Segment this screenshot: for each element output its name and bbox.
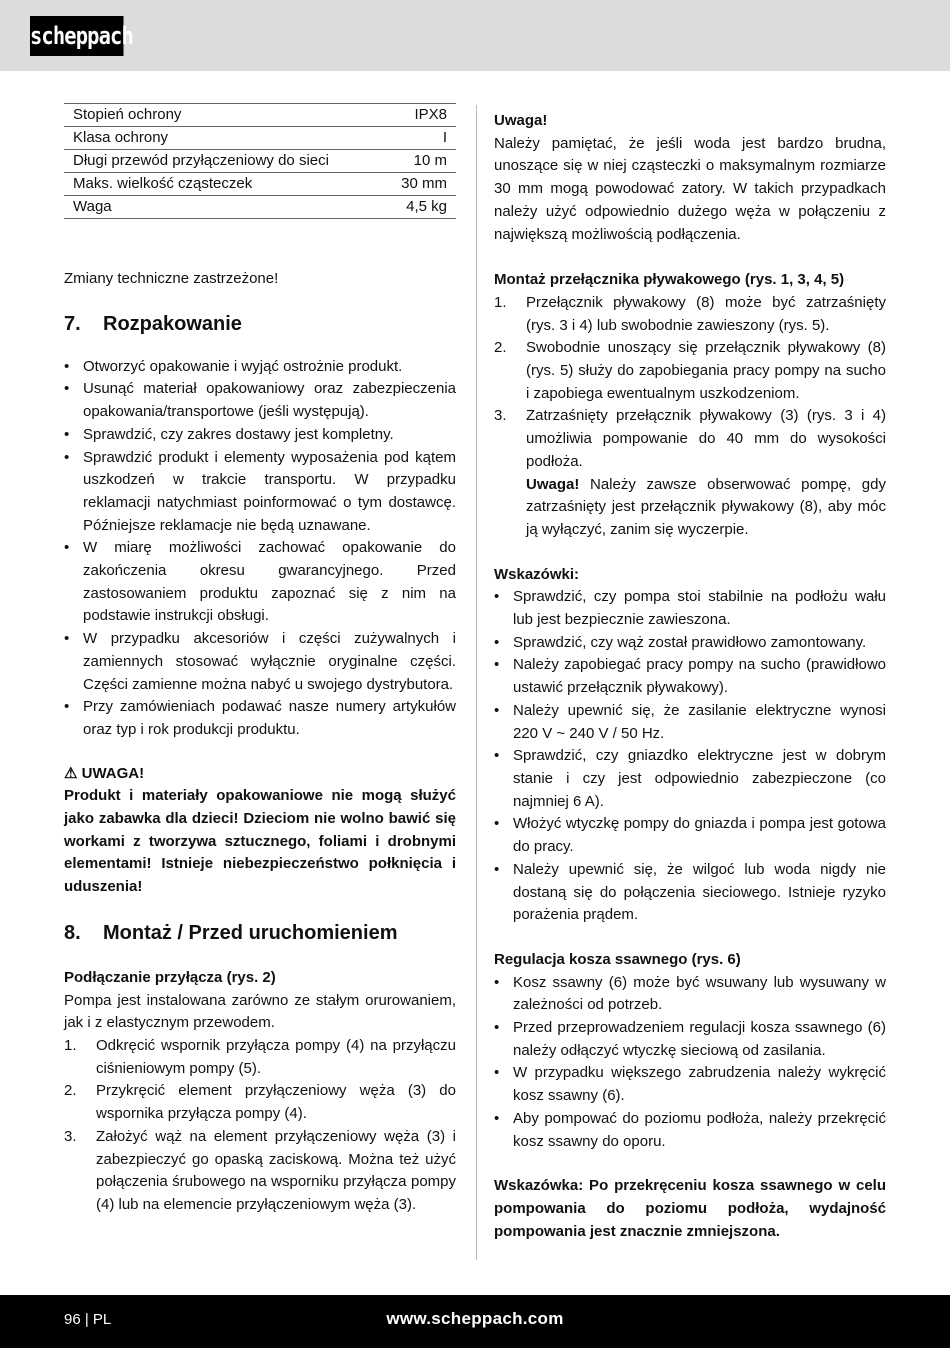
list-item: • Sprawdzić produkt i elementy wyposażenia pod kątem uszkodzeń w trakcie transportu. W przypadku reklamacji natychmiast poinformować o tym dostawcę. Późniejsze reklamacje nie będą uznawane. <box>64 447 456 538</box>
uwaga-text: Należy pamiętać, że jeśli woda jest bardzo brudna, unoszące się w niej cząsteczki o maksymalnym rozmiarze 30 mm mogą powodować zatory. W takich przypadkach należy użyć odpowiednio dużego węża w połączeniu z największą możliwością podłączenia. <box>494 134 886 243</box>
step-number: 1. <box>494 293 507 311</box>
list-item: • Sprawdzić, czy wąż został prawidłowo zamontowany. <box>494 632 886 655</box>
step-item <box>494 405 886 473</box>
list-item: • Sprawdzić, czy zakres dostawy jest kompletny. <box>64 424 456 447</box>
float-note: Uwaga! Należy zawsze obserwować pompę, gdy zatrzaśnięty jest przełącznik pływakowy (8), aby móc ją wyłączyć, zanim się wyczerpie. <box>526 475 886 538</box>
list-item: • Należy upewnić się, że zasilanie elektryczne wynosi 220 V ~ 240 V / 50 Hz. <box>494 700 886 745</box>
spec-value: 4,5 kg <box>364 196 456 219</box>
section-7-heading: 7. Rozpakowanie <box>64 312 242 335</box>
float-switch-steps <box>494 292 886 474</box>
left-column <box>64 268 456 1217</box>
list-item: • Kosz ssawny (6) może być wsuwany lub wysuwany w zależności od potrzeb. <box>494 972 886 1017</box>
step-number: 1. <box>64 1036 77 1054</box>
step-number: 3. <box>64 1127 77 1145</box>
step-text: Przełącznik pływakowy (8) może być zatrzaśnięty (rys. 3 i 4) lub swobodnie zawieszony (rys. 5). <box>526 293 886 334</box>
right-column <box>494 110 886 1243</box>
final-note: Wskazówka: Po przekręceniu kosza ssawnego w celu pompowania do poziomu podłoża, wydajność pompowania jest znacznie zmniejszona. <box>494 1177 886 1240</box>
changes-note: Zmiany techniczne zastrzeżone! <box>64 270 279 287</box>
step-item <box>494 337 886 405</box>
website-link[interactable]: www.scheppach.com <box>386 1309 564 1328</box>
tips-title: Wskazówki: <box>494 565 580 583</box>
spec-value: IPX8 <box>364 104 456 127</box>
spec-value: I <box>364 127 456 150</box>
scheppach-logo: scheppach <box>30 16 124 56</box>
spec-row <box>64 196 456 219</box>
spec-value: 10 m <box>364 150 456 173</box>
list-item: • Przy zamówieniach podawać nasze numery artykułów oraz typ i rok produkcji produktu. <box>64 696 456 741</box>
list-item: • Usunąć materiał opakowaniowy oraz zabezpieczenia opakowania/transportowe (jeśli występują). <box>64 378 456 423</box>
connection-steps <box>64 1035 456 1217</box>
list-item: • W przypadku akcesoriów i części zużywalnych i zamiennych stosować wyłącznie oryginalne części. Części zamienne można nabyć u swojego dystrybutora. <box>64 628 456 696</box>
step-number: 2. <box>64 1082 77 1100</box>
unpacking-list <box>64 356 456 742</box>
page-header <box>0 0 950 71</box>
list-item: • Przed przeprowadzeniem regulacji kosza ssawnego (6) należy odłączyć wtyczkę sieciową od zasilania. <box>494 1017 886 1062</box>
spec-row <box>64 150 456 173</box>
spec-row <box>64 173 456 196</box>
specs-table <box>64 103 456 219</box>
list-item: • Należy upewnić się, że wilgoć lub woda nigdy nie dostaną się do połączenia sieciowego. Istnieje ryzyko porażenia prądem. <box>494 859 886 927</box>
uwaga-title: Uwaga! <box>494 112 548 129</box>
basket-title: Regulacja kosza ssawnego (rys. 6) <box>494 950 741 968</box>
spec-value: 30 mm <box>364 173 456 196</box>
spec-label: Długi przewód przyłączeniowy do sieci <box>64 150 364 173</box>
step-number: 2. <box>494 339 507 357</box>
float-switch-title: Montaż przełącznika pływakowego (rys. 1, 3, 4, 5) <box>494 271 845 289</box>
warning-text: Produkt i materiały opakowaniowe nie mogą służyć jako zabawka dla dzieci! Dzieciom nie wolno bawić się workami z tworzywa sztucznego, foliami i drobnymi elementami! Istnieje niebezpieczeństwo połknięcia i uduszenia! <box>64 787 456 896</box>
tips-list <box>494 586 886 927</box>
page-number: 96 | PL <box>64 1311 112 1328</box>
step-text: Odkręcić wspornik przyłącza pompy (4) na przyłączu ciśnieniowym pompy (5). <box>96 1036 456 1077</box>
list-item: • Sprawdzić, czy gniazdko elektryczne jest w dobrym stanie i czy jest odpowiednio zabezpieczone (co najmniej 6 A). <box>494 745 886 813</box>
step-text: Przykręcić element przyłączeniowy węża (3) do wspornika przyłącza pompy (4). <box>96 1082 456 1123</box>
list-item: • Sprawdzić, czy pompa stoi stabilnie na podłożu wału lub jest bezpiecznie zawieszona. <box>494 586 886 631</box>
page-footer <box>0 1295 950 1348</box>
spec-label: Maks. wielkość cząsteczek <box>64 173 364 196</box>
list-item: • Otworzyć opakowanie i wyjąć ostrożnie produkt. <box>64 356 456 379</box>
step-item <box>64 1126 456 1217</box>
step-text: Swobodnie unoszący się przełącznik pływakowy (8) (rys. 5) służy do zapobiegania pracy pompy na sucho i zapobiega ewentualnym uszkodzeniom. <box>526 339 886 402</box>
step-text: Zatrzaśnięty przełącznik pływakowy (3) (rys. 3 i 4) umożliwia pompowanie do 40 mm do wysokości podłoża. <box>526 407 886 470</box>
step-item <box>64 1080 456 1125</box>
connection-subtitle: Podłączanie przyłącza (rys. 2) <box>64 968 276 986</box>
list-item: • Aby pompować do poziomu podłoża, należy przekręcić kosz ssawny do oporu. <box>494 1108 886 1153</box>
spec-label: Klasa ochrony <box>64 127 364 150</box>
list-item: • W przypadku większego zabrudzenia należy wykręcić kosz ssawny (6). <box>494 1062 886 1107</box>
list-item: • Należy zapobiegać pracy pompy na sucho (prawidłowo ustawić przełącznik pływakowy). <box>494 654 886 699</box>
connection-intro: Pompa jest instalowana zarówno ze stałym orurowaniem, jak i z elastycznym przewodem. <box>64 991 456 1032</box>
list-item: • Włożyć wtyczkę pompy do gniazda i pompa jest gotowa do pracy. <box>494 813 886 858</box>
step-text: Założyć wąż na element przyłączeniowy węża (3) i zabezpieczyć go opaską zaciskową. Można też użyć połączenia śrubowego na wsporniku przyłącza pompy (4) lub na elemencie przyłączeniowym węża (3). <box>96 1127 456 1213</box>
step-item <box>494 292 886 337</box>
spec-label: Stopień ochrony <box>64 104 364 127</box>
column-divider <box>476 105 477 1260</box>
spec-label: Waga <box>64 196 364 219</box>
basket-list <box>494 972 886 1154</box>
step-item <box>64 1035 456 1080</box>
step-number: 3. <box>494 407 507 425</box>
spec-row <box>64 127 456 150</box>
list-item: • W miarę możliwości zachować opakowanie do zakończenia okresu gwarancyjnego. Przed zastosowaniem produktu zapoznać się z nim na podstawie instrukcji obsługi. <box>64 537 456 628</box>
spec-row <box>64 104 456 127</box>
section-8-heading: 8. Montaż / Przed uruchomieniem <box>64 921 398 944</box>
warning-title: ⚠ UWAGA! <box>64 764 145 782</box>
